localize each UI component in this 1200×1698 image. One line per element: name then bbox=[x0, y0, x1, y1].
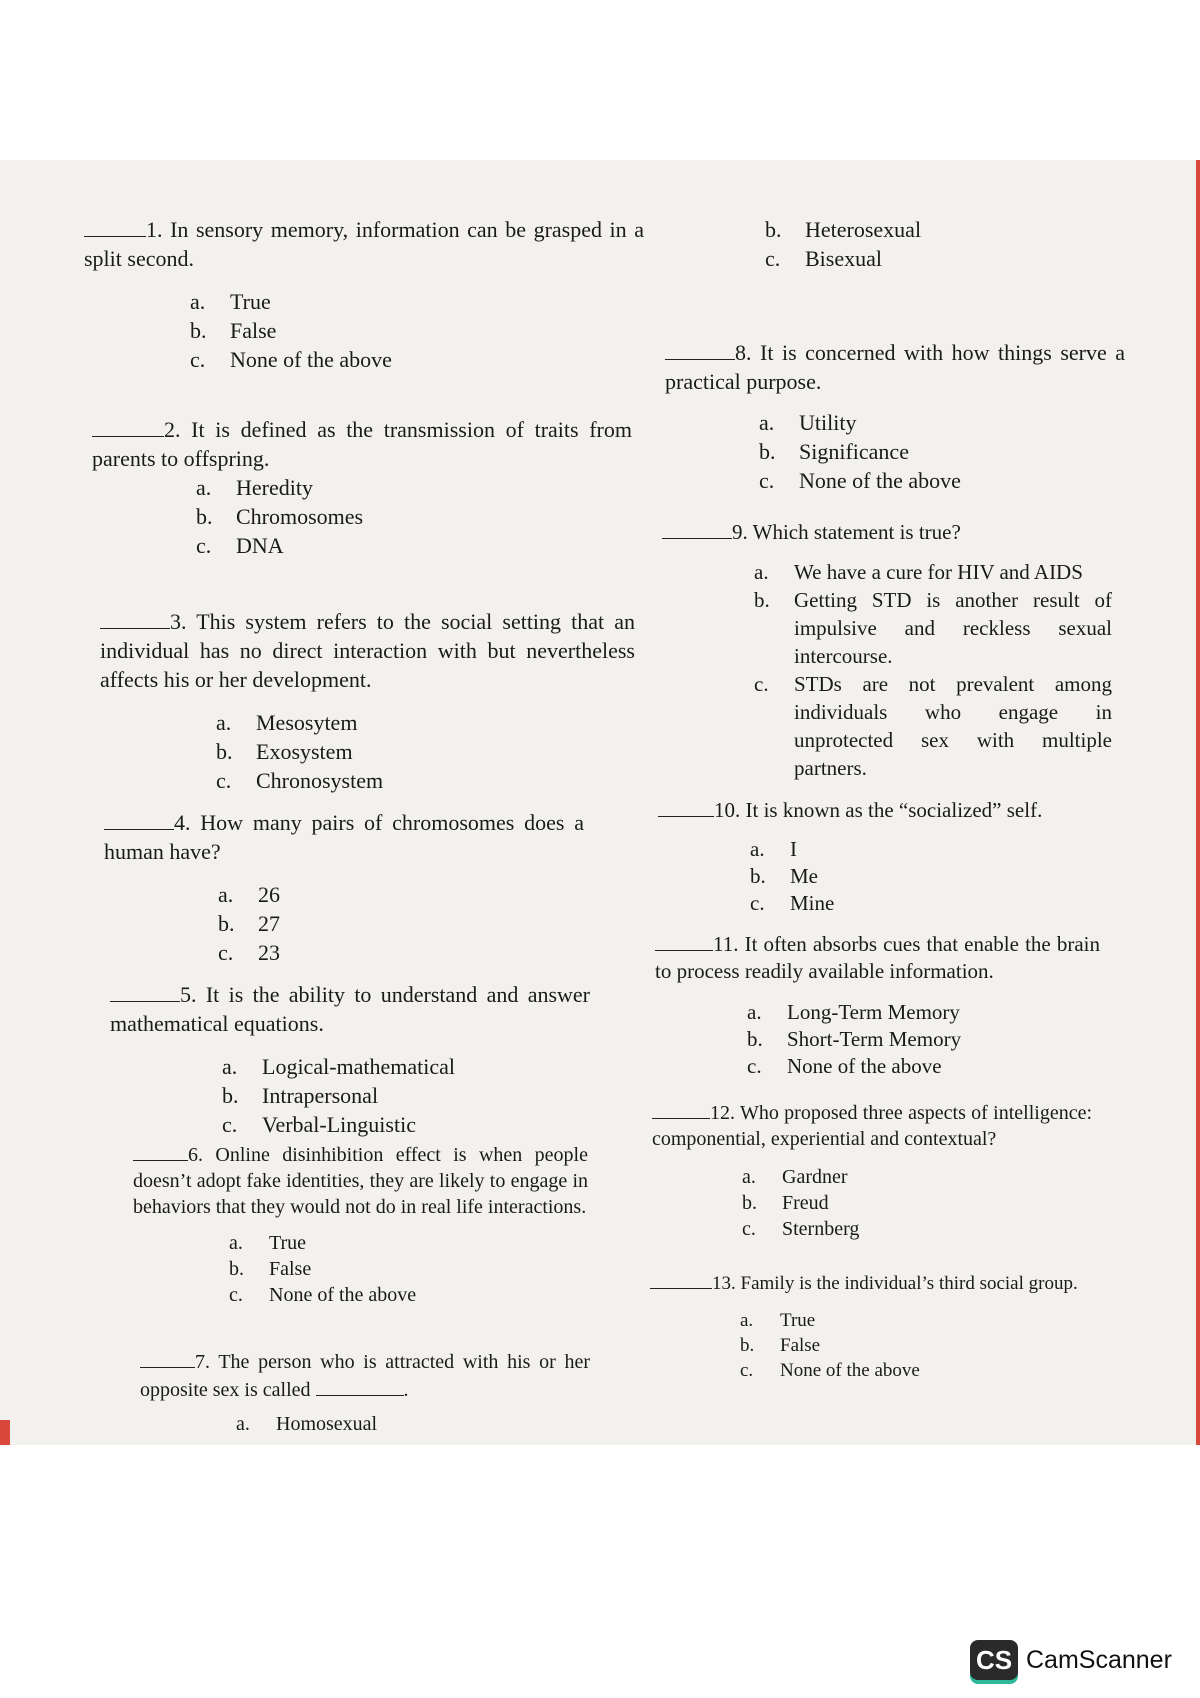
question-stem: 10. It is known as the “socialized” self. bbox=[658, 796, 1118, 824]
question-3 bbox=[100, 607, 635, 795]
option-b[interactable]: b. Chromosomes bbox=[196, 504, 364, 529]
question-stem: 9. Which statement is true? bbox=[662, 518, 1112, 546]
option-b[interactable]: b. Me bbox=[750, 864, 818, 888]
option-a[interactable]: a. I bbox=[750, 837, 797, 861]
fill-in-blank[interactable] bbox=[316, 1375, 404, 1396]
option-c[interactable]: c. DNA bbox=[196, 533, 284, 558]
option-b[interactable]: b. Exosystem bbox=[216, 739, 353, 764]
answer-blank[interactable] bbox=[92, 416, 164, 437]
question-5 bbox=[110, 980, 590, 1139]
option-b[interactable]: b. Significance bbox=[759, 439, 909, 464]
options-list bbox=[740, 1308, 1090, 1383]
question-10 bbox=[658, 796, 1118, 917]
question-stem: 7. The person who is attracted with his or her opposite sex is called . bbox=[140, 1347, 590, 1403]
option-c[interactable]: c. None of the above bbox=[229, 1284, 417, 1306]
options-list bbox=[747, 999, 1100, 1080]
camscanner-name: CamScanner bbox=[1026, 1645, 1172, 1674]
question-stem: 13. Family is the individual’s third social group. bbox=[650, 1268, 1090, 1296]
option-a[interactable]: a. Homosexual bbox=[236, 1413, 378, 1435]
option-b[interactable]: b. Short-Term Memory bbox=[747, 1027, 962, 1051]
options-list bbox=[190, 287, 644, 374]
question-7 bbox=[140, 1347, 590, 1437]
question-stem: 1. In sensory memory, information can be grasped in a split second. bbox=[84, 217, 645, 271]
question-stem: 5. It is the ability to understand and answer mathematical equations. bbox=[110, 982, 590, 1036]
answer-blank[interactable] bbox=[84, 216, 146, 237]
option-a[interactable]: a. Gardner bbox=[742, 1166, 848, 1188]
answer-blank[interactable] bbox=[652, 1098, 710, 1119]
option-a[interactable]: a. Long-Term Memory bbox=[747, 1000, 960, 1024]
option-c[interactable]: c. 23 bbox=[218, 940, 280, 965]
option-c[interactable]: c. Chronosystem bbox=[216, 768, 384, 793]
option-a[interactable]: a. True bbox=[229, 1232, 307, 1254]
option-b[interactable]: b. False bbox=[190, 318, 277, 343]
option-b[interactable]: b. Intrapersonal bbox=[222, 1083, 379, 1108]
options-list bbox=[765, 215, 1065, 273]
options-list bbox=[759, 408, 1125, 495]
options-list bbox=[742, 1164, 1092, 1242]
question-stem: 8. It is concerned with how things serve a practical purpose. bbox=[665, 340, 1126, 394]
question-7-continued bbox=[765, 215, 1065, 273]
question-1 bbox=[84, 215, 644, 374]
options-list bbox=[216, 708, 635, 795]
option-a[interactable]: a. We have a cure for HIV and AIDS bbox=[754, 560, 1083, 584]
option-c[interactable]: c. None of the above bbox=[740, 1360, 920, 1381]
question-9 bbox=[662, 518, 1112, 782]
option-a[interactable]: a. True bbox=[740, 1310, 816, 1331]
page-edge-right bbox=[1196, 160, 1200, 1445]
option-a[interactable]: a. Mesosytem bbox=[216, 710, 358, 735]
question-2 bbox=[92, 415, 632, 560]
option-c[interactable]: c. STDs are not prevalent among individuals who engage in unprotected sex with multiple partners. bbox=[754, 672, 1112, 780]
answer-blank[interactable] bbox=[133, 1140, 188, 1161]
answer-blank[interactable] bbox=[658, 796, 714, 817]
page-edge-left bbox=[0, 1420, 10, 1445]
option-b[interactable]: b. 27 bbox=[218, 911, 280, 936]
question-6 bbox=[133, 1140, 588, 1308]
question-stem: 12. Who proposed three aspects of intelligence: componential, experiential and contextual? bbox=[652, 1098, 1092, 1152]
question-stem: 6. Online disinhibition effect is when people doesn’t adopt fake identities, they are likely to engage in behaviors that they would not do in real life interactions. bbox=[133, 1140, 588, 1220]
question-13 bbox=[650, 1268, 1090, 1383]
option-c[interactable]: c. None of the above bbox=[747, 1054, 942, 1078]
option-a[interactable]: a. Logical-mathematical bbox=[222, 1054, 456, 1079]
answer-blank[interactable] bbox=[104, 809, 174, 830]
option-b[interactable]: b. Freud bbox=[742, 1192, 829, 1214]
option-b[interactable]: b. False bbox=[229, 1258, 312, 1280]
answer-blank[interactable] bbox=[665, 339, 735, 360]
option-c[interactable]: c. Bisexual bbox=[765, 246, 882, 271]
option-c[interactable]: c. Mine bbox=[750, 891, 835, 915]
question-stem: 3. This system refers to the social setting that an individual has no direct interaction with but nevertheless affects his or her development. bbox=[100, 609, 635, 692]
question-11 bbox=[655, 930, 1100, 1080]
option-b[interactable]: b. Heterosexual bbox=[765, 217, 922, 242]
question-stem: 11. It often absorbs cues that enable the brain to process readily available information. bbox=[655, 932, 1100, 983]
question-8 bbox=[665, 338, 1125, 495]
question-4 bbox=[104, 808, 584, 967]
option-b[interactable]: b. Getting STD is another result of impulsive and reckless sexual intercourse. bbox=[754, 588, 1112, 668]
options-list bbox=[229, 1230, 588, 1308]
options-list bbox=[196, 473, 632, 560]
answer-blank[interactable] bbox=[140, 1347, 195, 1368]
option-b[interactable]: b. False bbox=[740, 1335, 821, 1356]
options-list bbox=[236, 1411, 590, 1437]
options-list bbox=[754, 558, 1112, 782]
options-list bbox=[218, 880, 584, 967]
question-stem: 4. How many pairs of chromosomes does a human have? bbox=[104, 810, 584, 864]
answer-blank[interactable] bbox=[110, 981, 180, 1002]
camscanner-logo bbox=[970, 1640, 1172, 1680]
option-c[interactable]: c. None of the above bbox=[190, 347, 392, 372]
camscanner-badge-icon: CS bbox=[970, 1640, 1018, 1680]
answer-blank[interactable] bbox=[662, 518, 732, 539]
answer-blank[interactable] bbox=[100, 608, 170, 629]
option-c[interactable]: c. None of the above bbox=[759, 468, 961, 493]
answer-blank[interactable] bbox=[655, 930, 713, 951]
option-a[interactable]: a. Utility bbox=[759, 410, 857, 435]
option-a[interactable]: a. Heredity bbox=[196, 475, 313, 500]
options-list bbox=[222, 1052, 590, 1139]
option-a[interactable]: a. True bbox=[190, 289, 271, 314]
option-c[interactable]: c. Verbal-Linguistic bbox=[222, 1112, 416, 1137]
question-12 bbox=[652, 1098, 1092, 1242]
option-a[interactable]: a. 26 bbox=[218, 882, 280, 907]
option-c[interactable]: c. Sternberg bbox=[742, 1218, 860, 1240]
options-list bbox=[750, 836, 1118, 917]
answer-blank[interactable] bbox=[650, 1268, 712, 1289]
question-stem: 2. It is defined as the transmission of traits from parents to offspring. bbox=[92, 417, 632, 471]
